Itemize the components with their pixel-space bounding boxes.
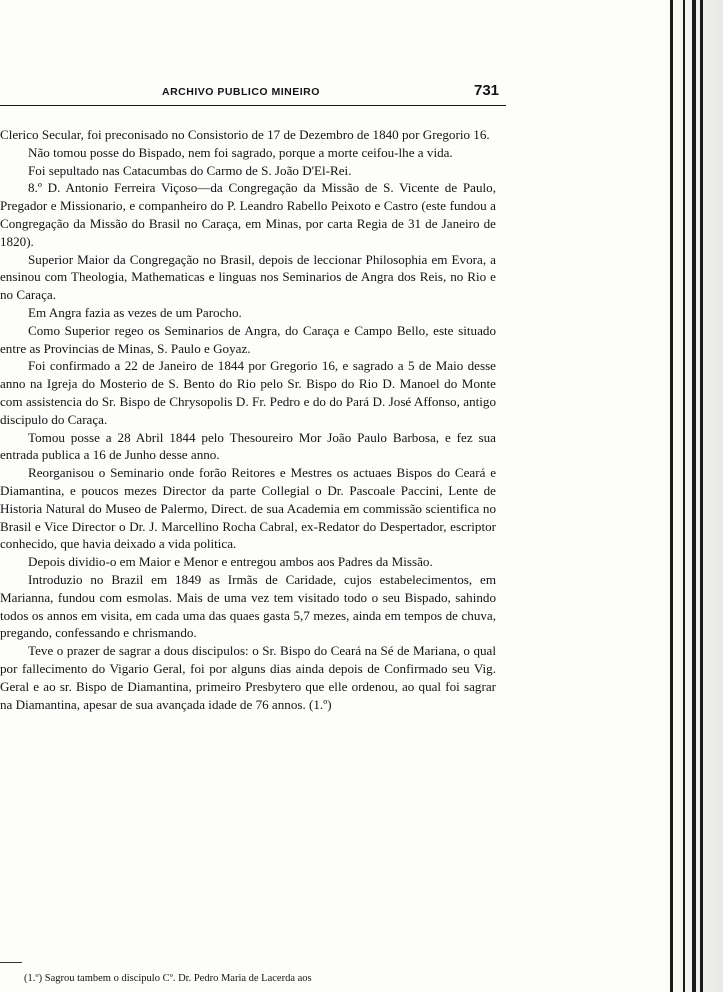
binding-line	[700, 0, 703, 992]
binding-line	[692, 0, 696, 992]
paragraph: Em Angra fazia as vezes de um Parocho.	[28, 304, 242, 320]
paragraph: Introduzio no Brazil em 1849 as Irmãs de Caridade, cujos estabelecimentos, em Marianna, fundou com esmolas. Mais de uma vez tem visitado todo o seu Bispado, sahindo todos os annos em visita, em cada uma das quaes gasta 5,7 mezes, ainda em tempos de chuva, pregando, confessando e chrismando.	[0, 571, 496, 641]
paragraph: Depois dividio-o em Maior e Menor e entregou ambos aos Padres da Missão.	[28, 554, 433, 570]
paragraph: Não tomou posse do Bispado, nem foi sagrado, porque a morte ceifou-lhe a vida.	[28, 144, 453, 160]
running-title: ARCHIVO PUBLICO MINEIRO	[162, 86, 320, 98]
footnote-rule	[0, 962, 22, 963]
paragraph: 8.º D. Antonio Ferreira Viçoso—da Congregação da Missão de S. Vicente de Paulo, Pregador e Missionario, e companheiro do P. Leandro Rabello Peixoto e Castro (este fundou a Congregação da Missão do Brasil no Caraça, em Minas, por carta Regia de 31 de Janeiro de 1820).	[0, 180, 496, 249]
paragraph: Foi confirmado a 22 de Janeiro de 1844 por Gregorio 16, e sagrado a 5 de Maio desse anno na Igreja do Mosterio de S. Bento do Rio pelo Sr. Bispo do Rio D. Manoel do Monte com assistencia do Sr. Bispo de Chrysopolis D. Fr. Pedro e do do Pará D. José Affonso, antigo discipulo do Caraça.	[0, 358, 496, 427]
paragraph: Reorganisou o Seminario onde forão Reitores e Mestres os actuaes Bispos do Ceará e Diamantina, e poucos mezes Director da parte Collegial o Dr. Pascoale Paccini, Lente de Historia Natural do Museo de Palermo, Direct. de sua Academia em commissão scientifica no Brasil e Vice Director o Dr. J. Marcellino Rocha Cabral, ex-Redator do Despertador, escriptor conhecido, que havia deixado a vida politica.	[0, 465, 496, 552]
paragraph: Clerico Secular, foi preconisado no Consistorio de 17 de Dezembro de 1840 por Gregorio 16.	[0, 127, 490, 142]
binding-line	[683, 0, 685, 992]
footnote: (1.º) Sagrou tambem o discipulo Cº. Dr. Pedro Maria de Lacerda aos	[24, 973, 312, 984]
paragraph: Como Superior regeo os Seminarios de Angra, do Caraça e Campo Bello, este situado entre as Provincias de Minas, S. Paulo e Goyaz.	[0, 322, 496, 356]
binding-line	[670, 0, 673, 992]
paragraph: Superior Maior da Congregação no Brasil, depois de leccionar Philosophia em Evora, a ensinou com Theologia, Mathematicas e linguas nos Seminarios de Angra dos Reis, no Rio e no Caraça.	[0, 251, 496, 303]
page-header	[0, 82, 506, 110]
paragraph: Tomou posse a 28 Abril 1844 pelo Thesoureiro Mor João Paulo Barbosa, e fez sua entrada publica a 16 de Junho desse anno.	[0, 429, 496, 463]
header-rule	[0, 105, 506, 106]
paragraph: Foi sepultado nas Catacumbas do Carmo de S. João D'El-Rei.	[28, 162, 352, 178]
body-text	[0, 126, 496, 713]
paragraph: Teve o prazer de sagrar a dous discipulos: o Sr. Bispo do Ceará na Sé de Mariana, o qual por fallecimento do Vigario Geral, foi por alguns dias ainda depois de Confirmado seu Vig. Geral e ao sr. Bispo de Diamantina, primeiro Presbytero que elle ordenou, ao qual foi sagrar na Diamantina, apesar de sua avançada idade de 76 annos. (1.º)	[0, 643, 496, 712]
page-number: 731	[474, 82, 500, 99]
